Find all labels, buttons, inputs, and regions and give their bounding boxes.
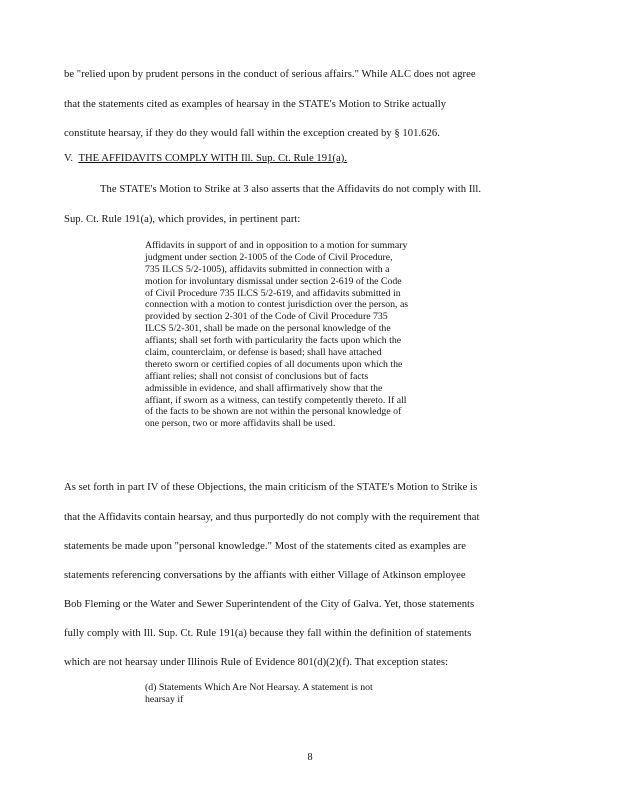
quote-line: claim, counterclaim, or defense is based; shall have attached (145, 347, 382, 359)
paragraph-line: Bob Fleming or the Water and Sewer Superintendent of the City of Galva. Yet, those statements (64, 599, 475, 610)
paragraph-line: that the statements cited as examples of hearsay in the STATE's Motion to Strike actually (64, 99, 447, 110)
quote-line: motion for involuntary dismissal under section 2-619 of the Code (145, 275, 402, 287)
paragraph-line: fully comply with Ill. Sup. Ct. Rule 191(a) because they fall within the definition of statements (64, 628, 472, 639)
block-quote-rule-801 (145, 682, 475, 706)
quote-line: hearsay if (145, 693, 184, 705)
quote-line: one person, two or more affidavits shall be used. (145, 418, 336, 430)
quote-line: thereto sworn or certified copies of all documents upon which the (145, 358, 403, 370)
paragraph-line: that the Affidavits contain hearsay, and thus purportedly do not comply with the requirement that (64, 512, 480, 523)
quote-line: affiant relies; shall not consist of conclusions but of facts (145, 370, 369, 382)
quote-line: affiant, if sworn as a witness, can testify competently thereto. If all (145, 394, 407, 406)
paragraph-line: As set forth in part IV of these Objections, the main criticism of the STATE's Motion to Strike is (64, 482, 478, 493)
quote-line: connection with a motion to contest jurisdiction over the person, as (145, 299, 409, 311)
paragraph-line: Sup. Ct. Rule 191(a), which provides, in pertinent part: (64, 214, 301, 225)
section-number: V. (64, 153, 74, 164)
paragraph-line: be "relied upon by prudent persons in the conduct of serious affairs." While ALC does not agree (64, 69, 476, 80)
quote-line: ILCS 5/2-301, shall be made on the personal knowledge of the (145, 323, 391, 335)
quote-line: judgment under section 2-1005 of the Code of Civil Procedure, (145, 251, 393, 263)
quote-line: Affidavits in support of and in opposition to a motion for summary (145, 240, 408, 251)
quote-line: 735 ILCS 5/2-1005), affidavits submitted in connection with a (145, 263, 390, 275)
quote-line: (d) Statements Which Are Not Hearsay. A statement is not (145, 682, 373, 693)
paragraph-line: statements be made upon "personal knowledge." Most of the statements cited as examples are (64, 541, 467, 552)
quote-line: of the facts to be shown are not within the personal knowledge of (145, 406, 402, 418)
quote-line: of Civil Procedure 735 ILCS 5/2-619, and affidavits submitted in (145, 287, 401, 299)
page-number: 8 (307, 752, 313, 763)
quote-line: affiants; shall set forth with particularity the facts upon which the (145, 335, 402, 347)
quote-line: admissible in evidence, and shall affirmatively show that the (145, 382, 383, 394)
section-heading (64, 153, 347, 164)
paragraph-line: statements referencing conversations by the affiants with either Village of Atkinson employee (64, 570, 466, 581)
quote-line: provided by section 2-301 of the Code of Civil Procedure 735 (145, 311, 388, 323)
block-quote-rule-191a (145, 240, 475, 430)
paragraph-line: which are not hearsay under Illinois Rule of Evidence 801(d)(2)(f). That exception states: (64, 657, 449, 668)
paragraph-line: constitute hearsay, if they do they would fall within the exception created by § 101.626. (64, 128, 440, 139)
paragraph-line: The STATE's Motion to Strike at 3 also asserts that the Affidavits do not comply with Ill. (100, 184, 482, 195)
section-title: THE AFFIDAVITS COMPLY WITH Ill. Sup. Ct. Rule 191(a). (78, 153, 348, 164)
